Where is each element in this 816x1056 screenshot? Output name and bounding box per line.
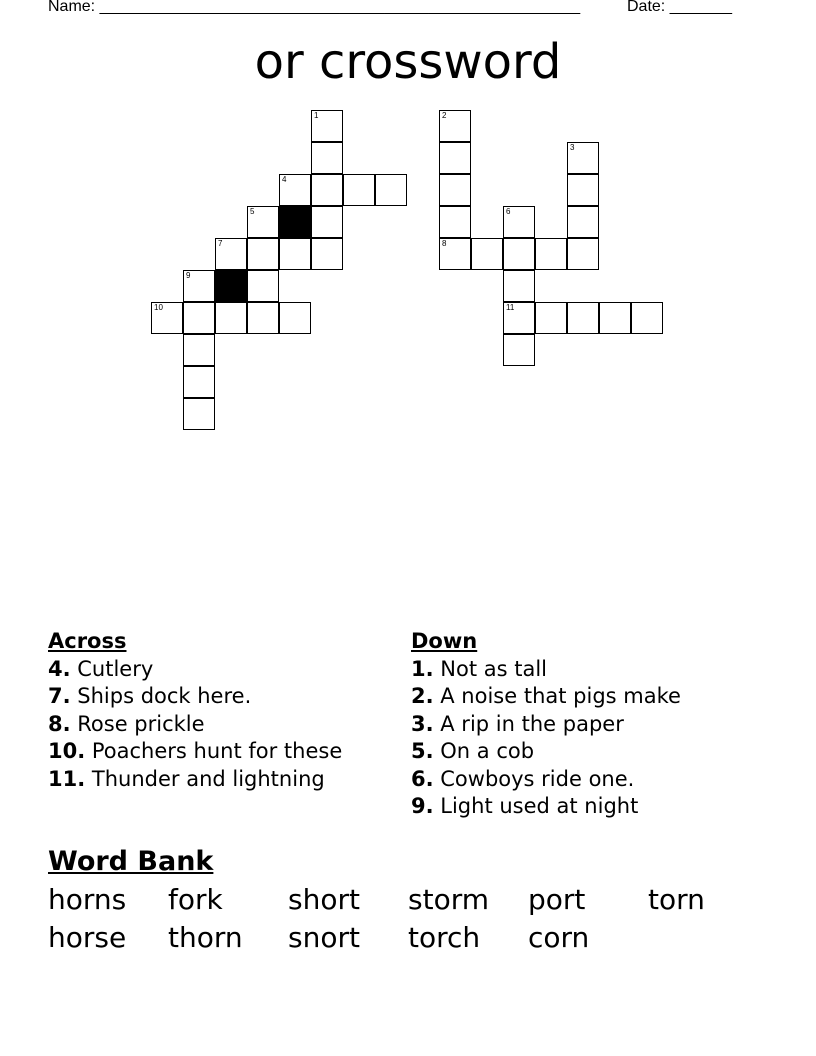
grid-cell[interactable] — [567, 174, 599, 206]
word-bank-word: snort — [288, 921, 360, 954]
grid-cell[interactable] — [247, 302, 279, 334]
grid-cell[interactable] — [535, 238, 567, 270]
clue-number: 3. — [411, 711, 434, 736]
clue-text: A noise that pigs make — [433, 684, 681, 708]
grid-cell[interactable] — [567, 238, 599, 270]
word-bank-word: corn — [528, 921, 590, 954]
grid-cell[interactable] — [535, 302, 567, 334]
clue-number: 5 — [250, 207, 255, 216]
clue-number: 11 — [506, 303, 515, 312]
grid-cell[interactable] — [311, 238, 343, 270]
grid-cell[interactable] — [247, 270, 279, 302]
date-field-label: Date: _______ — [627, 0, 732, 15]
grid-cell[interactable] — [343, 174, 375, 206]
clue-text: Light used at night — [433, 794, 639, 818]
down-clue — [411, 656, 681, 684]
grid-cell[interactable] — [279, 302, 311, 334]
grid-cell[interactable] — [503, 270, 535, 302]
grid-cell[interactable] — [183, 398, 215, 430]
word-bank-word: horns — [48, 883, 127, 916]
word-bank-word: thorn — [168, 921, 243, 954]
crossword-grid — [0, 0, 816, 460]
grid-cell[interactable] — [311, 174, 343, 206]
clue-number: 10 — [154, 303, 163, 312]
grid-cell[interactable] — [503, 302, 535, 334]
grid-cell[interactable] — [439, 206, 471, 238]
page-title: or crossword — [254, 34, 562, 90]
clue-number: 1. — [411, 656, 434, 681]
word-bank-word: fork — [168, 883, 223, 916]
across-clue — [48, 766, 342, 794]
name-field-label: Name: ______________________________________________________ — [48, 0, 581, 15]
grid-cell[interactable] — [567, 302, 599, 334]
clue-number: 6. — [411, 766, 434, 791]
blocked-cell — [215, 270, 247, 302]
down-clue — [411, 766, 681, 794]
clue-number: 4 — [282, 175, 287, 184]
grid-cell[interactable] — [279, 238, 311, 270]
grid-cell[interactable] — [439, 238, 471, 270]
grid-cell[interactable] — [631, 302, 663, 334]
across-clue — [48, 656, 342, 684]
down-clue — [411, 711, 681, 739]
word-bank-heading: Word Bank — [48, 846, 214, 877]
across-clue — [48, 711, 342, 739]
grid-cell[interactable] — [311, 206, 343, 238]
grid-cell[interactable] — [311, 142, 343, 174]
down-clue — [411, 683, 681, 711]
clue-number: 6 — [506, 207, 511, 216]
word-bank-word: torch — [408, 921, 481, 954]
clue-number: 9 — [186, 271, 191, 280]
grid-cell[interactable] — [183, 302, 215, 334]
grid-cell[interactable] — [311, 110, 343, 142]
clue-number: 8. — [48, 711, 71, 736]
clue-number: 7 — [218, 239, 223, 248]
clue-text: Rose prickle — [70, 711, 205, 736]
clue-text: Cutlery — [70, 656, 154, 681]
word-bank-word: horse — [48, 921, 127, 954]
clue-text: Poachers hunt for these — [85, 739, 343, 763]
clue-text: A rip in the paper — [433, 711, 624, 736]
grid-cell[interactable] — [599, 302, 631, 334]
clue-number: 5. — [411, 739, 434, 763]
grid-cell[interactable] — [183, 366, 215, 398]
clue-number: 2 — [442, 111, 447, 120]
word-bank-word: port — [528, 883, 586, 916]
clue-number: 11. — [48, 766, 86, 791]
grid-cell[interactable] — [503, 334, 535, 366]
across-clues — [48, 628, 342, 793]
clue-number: 3 — [570, 143, 575, 152]
grid-cell[interactable] — [439, 142, 471, 174]
across-clue — [48, 738, 342, 766]
grid-cell[interactable] — [471, 238, 503, 270]
grid-cell[interactable] — [375, 174, 407, 206]
grid-cell[interactable] — [247, 206, 279, 238]
grid-cell[interactable] — [215, 238, 247, 270]
clue-text: Not as tall — [433, 656, 547, 681]
clue-number: 7. — [48, 684, 71, 708]
clue-number: 4. — [48, 656, 71, 681]
clue-text: On a cob — [433, 739, 535, 763]
word-bank-word: short — [288, 883, 360, 916]
clue-number: 9. — [411, 794, 434, 818]
across-clue — [48, 683, 342, 711]
grid-cell[interactable] — [503, 206, 535, 238]
grid-cell[interactable] — [503, 238, 535, 270]
grid-cell[interactable] — [183, 270, 215, 302]
grid-cell[interactable] — [183, 334, 215, 366]
blocked-cell — [279, 206, 311, 238]
grid-cell[interactable] — [439, 174, 471, 206]
grid-cell[interactable] — [567, 142, 599, 174]
down-heading: Down — [411, 629, 478, 653]
word-bank-word: torn — [648, 883, 705, 916]
clue-text: Ships dock here. — [70, 684, 252, 708]
grid-cell[interactable] — [567, 206, 599, 238]
clue-text: Cowboys ride one. — [433, 766, 635, 791]
clue-number: 10. — [48, 739, 86, 763]
clue-text: Thunder and lightning — [85, 766, 325, 791]
down-clue — [411, 738, 681, 766]
grid-cell[interactable] — [279, 174, 311, 206]
clue-number: 2. — [411, 684, 434, 708]
clue-number: 1 — [314, 111, 319, 120]
grid-cell[interactable] — [439, 110, 471, 142]
down-clues — [411, 628, 681, 821]
grid-cell[interactable] — [215, 302, 247, 334]
down-clue — [411, 793, 681, 821]
across-heading: Across — [48, 629, 127, 653]
grid-cell[interactable] — [151, 302, 183, 334]
grid-cell[interactable] — [247, 238, 279, 270]
word-bank-word: storm — [408, 883, 489, 916]
clue-number: 8 — [442, 239, 447, 248]
